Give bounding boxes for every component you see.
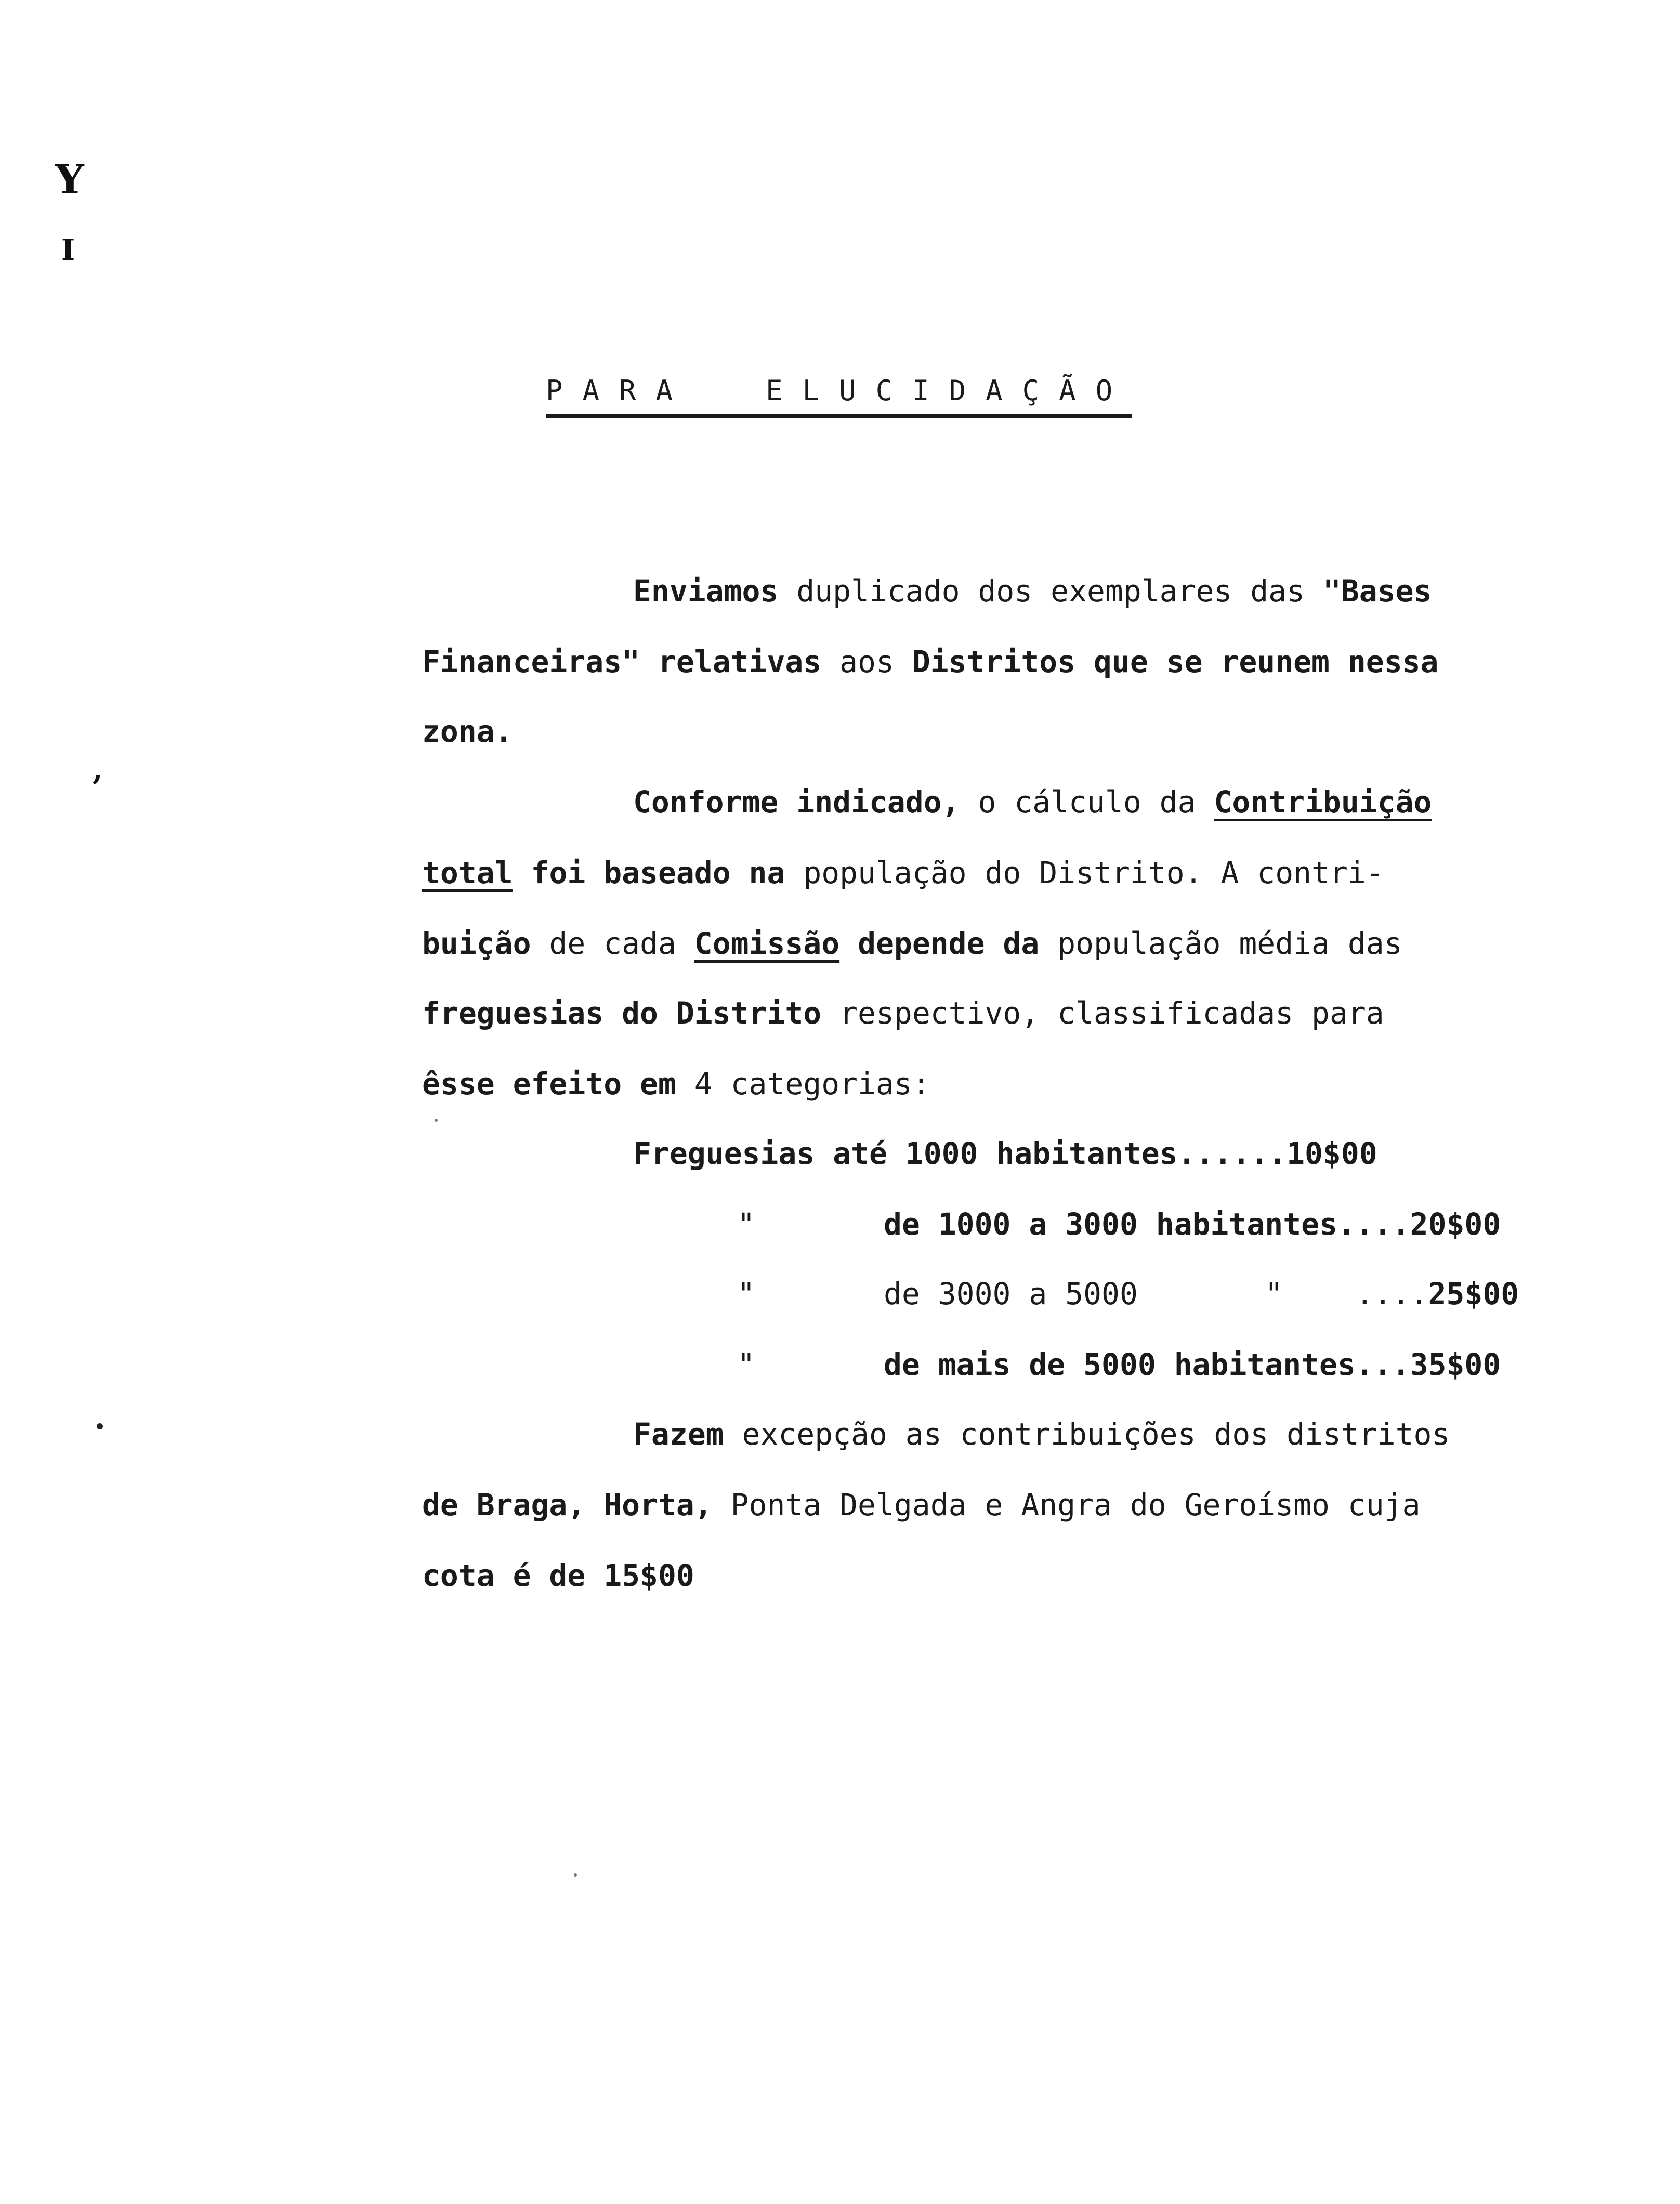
paragraph-3-line-2: de Braga, Horta, Ponta Delgada e Angra do Geroísmo cuja bbox=[422, 1487, 1421, 1523]
paragraph-2-line-1: Conforme indicado, o cálculo da Contribuição bbox=[633, 784, 1432, 820]
paragraph-1-line-2: Financeiras" relativas aos Distritos que se reunem nessa bbox=[422, 644, 1439, 679]
paragraph-2-line-2: total foi baseado na população do Distrito. A contri- bbox=[422, 855, 1384, 890]
ink-speck bbox=[435, 1119, 438, 1122]
paragraph-2-line-5: êsse efeito em 4 categorias: bbox=[422, 1066, 930, 1101]
paragraph-2-line-3: buição de cada Comissão depende da população média das bbox=[422, 926, 1402, 961]
paragraph-1-line-1: Enviamos duplicado dos exemplares das "Bases bbox=[633, 573, 1432, 609]
paragraph-2-line-4: freguesias do Distrito respectivo, classificadas para bbox=[422, 995, 1384, 1031]
category-row: de mais de 5000 habitantes...35$00 bbox=[884, 1347, 1501, 1382]
page-title: PARA ELUCIDAÇÃO bbox=[546, 374, 1132, 418]
category-row: de 3000 a 5000 " ....25$00 bbox=[884, 1276, 1519, 1311]
ditto-mark: " bbox=[737, 1206, 755, 1242]
category-row: Freguesias até 1000 habitantes......10$00 bbox=[633, 1136, 1377, 1171]
paragraph-1-line-3: zona. bbox=[422, 714, 513, 749]
ditto-mark: " bbox=[737, 1347, 755, 1382]
ink-speck bbox=[574, 1873, 577, 1877]
margin-mark-comma: , bbox=[93, 753, 103, 787]
margin-mark-top: Y bbox=[55, 156, 84, 203]
ditto-mark: " bbox=[737, 1276, 755, 1311]
paragraph-3-line-1: Fazem excepção as contribuições dos distritos bbox=[633, 1416, 1450, 1452]
paragraph-3-line-3: cota é de 15$00 bbox=[422, 1558, 694, 1593]
ink-speck bbox=[97, 1423, 103, 1429]
margin-mark-second: I bbox=[61, 233, 75, 267]
category-row: de 1000 a 3000 habitantes....20$00 bbox=[884, 1206, 1501, 1242]
